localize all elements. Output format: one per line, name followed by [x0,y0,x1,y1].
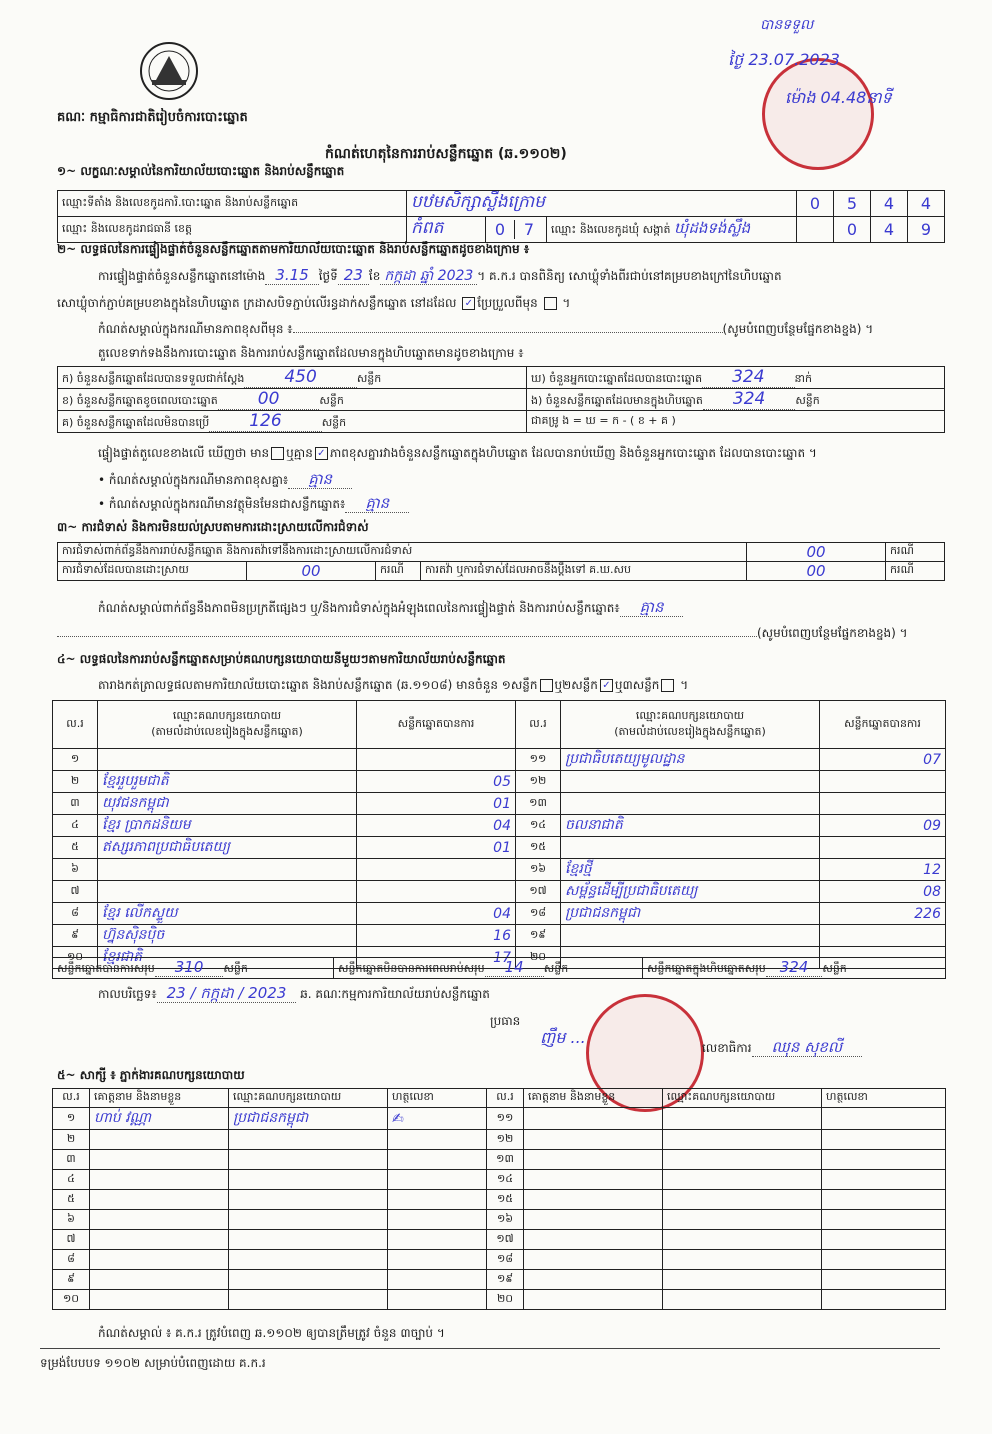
witness-sig [822,1230,946,1250]
witness-sig [822,1290,946,1310]
witness-sig [388,1230,487,1250]
row-number: ១ [53,1108,90,1130]
secretary-line: លេខាធិការ ឈុន សុខលី [702,1040,862,1056]
vote-count: 08 [820,881,946,903]
vote-count: 12 [820,859,946,881]
vote-count [820,793,946,815]
note-diff-line: កំណត់សម្គាល់ក្នុងករណីមានភាពខុសពីមុន ៖ (សូមបំពេញបន្ថែមផ្នែកខាងខ្នង) ។ [98,322,874,336]
vote-count: 01 [357,837,516,859]
table-row [53,1108,946,1130]
witness-sig [822,1150,946,1170]
witness-party [663,1290,822,1310]
code-digit: 4 [908,191,945,217]
party-name [98,749,357,771]
witness-name [90,1210,229,1230]
party-name: ប្រជាធិបតេយ្យមូលដ្ឋាន [561,749,820,771]
witness-sig [822,1170,946,1190]
witness-party [663,1250,822,1270]
note-discrepancy: • កំណត់សម្គាល់ក្នុងករណីមានភាពខុសគ្នា៖ គ្មាន [98,472,948,488]
party-name [98,859,357,881]
witness-party [663,1190,822,1210]
witness-sig [388,1130,487,1150]
voters-count: 324 [702,367,794,388]
commune-digit: 9 [908,217,945,243]
vote-count [820,837,946,859]
witness-party [229,1210,388,1230]
unused-ballots: 126 [209,411,321,432]
row-number: ១១ [487,1108,524,1130]
row-number: ៨ [53,903,98,925]
official-seal-stamp [762,58,874,170]
party-name: ខ្មែរថ្មី [561,859,820,881]
witness-name [524,1270,663,1290]
section2-title: ២~ លទ្ធផលនៃការផ្ទៀងផ្ទាត់ចំនួនសន្លឹកឆ្នោតតាមការិយាល័យបោះឆ្នោត និងរាប់សន្លឹកឆ្នោតដូចខាងក្រោម ៖ [57,242,530,256]
row-number: ១៣ [516,793,561,815]
witness-table: ល.រ គោត្តនាម និងនាមខ្លួន ឈ្មោះគណបក្សនយោបាយ ហត្ថលេខា ល.រ គោត្តនាម និងនាមខ្លួន ឈ្មោះគណបក្សនយោបាយ ហត្ថលេខា ១ ហាប់ វណ្ណា ប្រជាជនកម្ពុជា ✍ ១១ ២ ១២ ៣ ១៣ ៤ ១៤ ៥ ១៥ ៦ ១៦ ៧ ១៧ ៨ ១៨ ៩ ១៩ ១០ ២០ [52,1088,946,1310]
same-checkbox: ✓ [462,297,475,310]
witness-party [229,1250,388,1270]
row-number: ១៧ [487,1230,524,1250]
row-number: ១០ [53,947,98,969]
row-number: ១៤ [487,1170,524,1190]
table-row [53,1230,946,1250]
vote-count [357,859,516,881]
row-number: ៧ [53,881,98,903]
vote-count: 04 [357,903,516,925]
vote-count: 04 [357,815,516,837]
row-number: ៨ [53,1250,90,1270]
vote-count: 05 [357,771,516,793]
irregularity-note: កំណត់សម្គាល់ពាក់ព័ន្ធនឹងភាពមិនប្រក្រតីផ្សេងៗ ឬ/និងការជំទាស់ក្នុងអំឡុងពេលនៃការផ្ទៀងផ្ទាត់ និងការរាប់សន្លឹកឆ្នោត៖ គ្មាន [98,600,948,616]
received-time: ម៉ោង 04.48នាទី [785,88,892,107]
party-name: យុវជនកម្ពុជា [98,793,357,815]
witness-party [663,1108,822,1130]
code-digit: 4 [871,191,908,217]
date-line: កាលបរិច្ឆេទ៖ 23 / កក្កដា / 2023 ឆ. គណៈកម្មការការិយាល័យរាប់សន្លឹកឆ្នោត [98,984,490,1002]
witness-name: ហាប់ វណ្ណា [90,1108,229,1130]
table-row [53,859,946,881]
code-digit: 5 [834,191,871,217]
results-table: ល.រ ឈ្មោះគណបក្សនយោបាយ (តាមលំដាប់លេខរៀងក្នុងសន្លឹកឆ្នោត) សន្លឹកឆ្នោតបានការ ល.រ ឈ្មោះគណបក្សនយោបាយ (តាមលំដាប់លេខរៀងក្នុងសន្លឹកឆ្នោត) សន្លឹកឆ្នោតបានការ ១ ១១ ប្រជាធិបតេយ្យមូលដ្ឋាន 07 ២ ខ្មែររួបរួមជាតិ 05 ១២ ៣ យុវជនកម្ពុជា 01 ១៣ ៤ ខ្មែរ ប្រាកដនិយម 04 ១៤ ចលនាជាតិ 09 ៥ ឥស្សរភាពប្រជាធិបតេយ្យ 01 ១៥ ៦ ១៦ ខ្មែរថ្មី 12 ៧ ១៧ សម្ព័ន្ធដើម្បីប្រជាធិបតេយ្យ 08 ៨ ខ្មែរ លើកស្ទួយ 04 ១៨ ប្រជាជនកម្ពុជា 226 ៩ ហ្វ៊ុនស៊ិនប៉ិច 16 ១៩ ១០ ខ្មែរ​ជាតិ 17 ២០ [52,700,946,969]
province-digit: 0 [486,220,515,239]
table-row [53,749,946,771]
witness-name [524,1230,663,1250]
irregularity-note-2: (សូមបំពេញបន្ថែមផ្នែកខាងខ្នង) ។ [57,626,947,641]
vote-count: 09 [820,815,946,837]
witness-party [663,1150,822,1170]
witness-party [229,1190,388,1210]
changed-checkbox [544,297,557,310]
row-number: ១៨ [487,1250,524,1270]
party-name: ខ្មែររួបរួមជាតិ [98,771,357,793]
section1-title: ១~ លក្ខណៈសម្គាល់នៃការិយាល័យបោះឆ្នោត និងរាប់សន្លឹកឆ្នោត [57,164,345,178]
party-name: ខ្មែរ​ជាតិ [98,947,357,969]
party-name: សម្ព័ន្ធដើម្បីប្រជាធិបតេយ្យ [561,881,820,903]
row-number: ៣ [53,1150,90,1170]
party-name: ចលនាជាតិ [561,815,820,837]
vote-count: 07 [820,749,946,771]
formula: ជាគម្រូ ង = ឃ = ក - ( ខ + គ ) [527,411,945,433]
commune-label: ឈ្មោះ និងលេខកូដឃុំ សង្កាត់ [551,222,671,236]
witness-sig [822,1270,946,1290]
objections-table: ការជំទាស់ពាក់ព័ន្ធនឹងការរាប់សន្លឹកឆ្នោត និងការតវ៉ាទៅនឹងការដោះស្រាយលើការជំទាស់ 00 ករណី ការជំទាស់ដែលបានដោះស្រាយ 00 ករណី ការតវ៉ា ឬការជំទាស់ដែលអាចនឹងប្តឹងទៅ គ.ឃ.សប 00 ករណី [57,542,945,581]
witness-name [524,1130,663,1150]
row-number: ៥ [53,1190,90,1210]
row-number: ១ [53,749,98,771]
row-number: ២ [53,771,98,793]
witness-sig [388,1150,487,1170]
witness-sig [822,1190,946,1210]
row-number: ១២ [516,771,561,793]
vote-count [820,925,946,947]
row-number: ១៩ [516,925,561,947]
section3-title: ៣~ ការជំទាស់ និងការមិនយល់ស្របតាមការដោះស្រាយលើការជំទាស់ [57,520,369,534]
total-valid: 310 [155,958,224,977]
ballots-in-box: 324 [703,389,795,410]
witness-sig [388,1270,487,1290]
nec-logo [138,40,200,102]
table-row [53,1130,946,1150]
witness-party [229,1230,388,1250]
footer-note: កំណត់សម្គាល់ ៖ គ.ក.រ ត្រូវបំពេញ ឆ.១១០២ ឲ្យបានត្រឹមត្រូវ ចំនួន ៣ច្បាប់ ។ [98,1326,445,1340]
spoiled-ballots: 00 [218,389,320,410]
vote-count: 16 [357,925,516,947]
witness-sig [388,1210,487,1230]
witness-name [90,1170,229,1190]
table-row [53,1190,946,1210]
commune-value: ឃុំដងទង់ស្លឹង [674,218,751,237]
section4-title: ៤~ លទ្ធផលនៃការរាប់សន្លឹកឆ្នោតសម្រាប់គណបក្សនយោបាយនីមួយៗតាមការិយាល័យរាប់សន្លឹកឆ្នោត [57,652,506,666]
lock-line: សោឃ្លុំចាក់ភ្ជាប់គម្របខាងក្នុងនៃហិបឆ្នោត ក្រដាសបិទភ្ជាប់លើរន្ធដាក់សន្លឹកឆ្នោត នៅដដែល ✓ ប្រែប្រួលពីមុន ។ [57,296,571,310]
row-number: ១៣ [487,1150,524,1170]
vote-count: 17 [357,947,516,969]
witness-party [229,1270,388,1290]
total-invalid: 14 [485,958,544,977]
witness-name [90,1150,229,1170]
party-name [98,881,357,903]
table-row [53,1210,946,1230]
sheets-line: តារាងកត់ត្រាលទ្ធផលតាមការិយាល័យបោះឆ្នោត និងរាប់សន្លឹកឆ្នោត (ឆ.១១០៨) មានចំនួន ១សន្លឹក ឬ២សន្លឹក ✓ ឬ៣សន្លឹក ។ [98,678,689,692]
row-number: ៤ [53,1170,90,1190]
table-row [53,881,946,903]
row-number: ២ [53,1130,90,1150]
note-foreign-object: • កំណត់សម្គាល់ក្នុងករណីមានវត្ថុមិនមែនជាសន្លឹកឆ្នោត៖ គ្មាន [98,496,948,512]
commune-digit: 0 [834,217,871,243]
party-name: ប្រជាជនកម្ពុជា [561,903,820,925]
row-number: ៧ [53,1230,90,1250]
row-number: ១៨ [516,903,561,925]
signing-date: 23 / កក្កដា / 2023 [157,984,297,1003]
witness-sig [822,1210,946,1230]
table-row [53,815,946,837]
row-number: ១៧ [516,881,561,903]
vote-count: 226 [820,903,946,925]
table-row [53,1290,946,1310]
witness-name [90,1130,229,1150]
table-row [53,1150,946,1170]
table-row [53,771,946,793]
location-value: បឋមសិក្សាស្លឹងក្រោម [407,191,797,217]
row-number: ១៩ [487,1270,524,1290]
table-row [53,1170,946,1190]
objections-count: 00 [747,543,886,562]
witness-party [229,1170,388,1190]
row-number: ១៦ [487,1210,524,1230]
witness-party [229,1130,388,1150]
row-number: ១៤ [516,815,561,837]
total-box: 324 [766,958,823,977]
figures-table: ក) ចំនួនសន្លឹកឆ្នោតដែលបានទទួលជាក់ស្តែង 450 សន្លឹក ឃ) ចំនួនអ្នកបោះឆ្នោតដែលបានបោះឆ្នោត 324 នាក់ ខ) ចំនួនសន្លឹកឆ្នោតខូចពេលបោះឆ្នោត 00 សន្លឹក ង) ចំនួនសន្លឹកឆ្នោតដែលមានក្នុងហិបឆ្នោត 324 សន្លឹក គ) ចំនួនសន្លឹកឆ្នោតដែលមិនបានប្រើ 126 សន្លឹក ជាគម្រូ ង = ឃ = ក - ( ខ + គ ) [57,366,945,433]
witness-name [90,1290,229,1310]
party-name: ខ្មែរ ប្រាកដនិយម [98,815,357,837]
appeal-count: 00 [747,562,886,581]
verify-line: ការផ្ទៀងផ្ទាត់ចំនួនសន្លឹកឆ្នោតនៅម៉ោង 3.15 ថ្ងៃទី 23 ខែ កក្កដា ឆ្នាំ 2023 ។ គ.ក.រ បានពិនិត្យ សោឃ្លុំទាំងពីរជាប់នៅគម្របខាងក្រៅនៃហិបឆ្នោត [98,266,782,284]
org-name: គណៈ កម្មាធិការជាតិរៀបចំការបោះឆ្នោត [57,110,248,125]
witness-name [90,1190,229,1210]
section1-table [57,190,945,243]
witness-name [524,1170,663,1190]
row-number: ១២ [487,1130,524,1150]
code-digit: 0 [797,191,834,217]
party-name [561,837,820,859]
party-name [561,925,820,947]
witness-sig [822,1250,946,1270]
form-title: កំណត់ហេតុនៃការរាប់សន្លឹកឆ្នោត (ឆ.១១០២) [325,146,567,162]
row-number: ៥ [53,837,98,859]
figures-intro: តួលេខទាក់ទងនឹងការបោះឆ្នោត និងការរាប់សន្លឹកឆ្នោតដែលមានក្នុងហិបឆ្នោតមានដូចខាងក្រោម ៖ [98,346,524,360]
row-number: ១៥ [516,837,561,859]
witness-name [524,1210,663,1230]
witness-name [524,1250,663,1270]
witness-sig [388,1250,487,1270]
witness-sig [388,1170,487,1190]
party-name [561,771,820,793]
table-row [53,837,946,859]
province-label: ឈ្មោះ និងលេខកូដរាជធានី ខេត្ត [58,217,407,243]
table-row [53,925,946,947]
row-number: ២០ [516,947,561,969]
totals-row: សន្លឹកឆ្នោតបានការសរុប 310 សន្លឹក សន្លឹកឆ្នោតមិនបានការពេលរាប់សរុប 14 សន្លឹក សន្លឹកឆ្នោតក្នុងហិបឆ្នោតសរុប 324 សន្លឹក [52,957,946,979]
received-label: បានទទួល [760,17,814,33]
witness-name [90,1230,229,1250]
witness-name [90,1270,229,1290]
received-ballots: 450 [244,367,356,388]
resolved-count: 00 [247,562,376,581]
witness-party: ប្រជាជនកម្ពុជា [229,1108,388,1130]
commune-digit: 4 [871,217,908,243]
witness-party [663,1170,822,1190]
row-number: ២០ [487,1290,524,1310]
party-name: ហ្វ៊ុនស៊ិនប៉ិច [98,925,357,947]
row-number: ១៥ [487,1190,524,1210]
witness-party [229,1290,388,1310]
vote-count [357,881,516,903]
witness-sig: ✍ [388,1108,487,1130]
witness-sig [388,1290,487,1310]
witness-name [524,1190,663,1210]
witness-name [524,1290,663,1310]
row-number: ១១ [516,749,561,771]
vote-count [820,771,946,793]
witness-sig [388,1190,487,1210]
row-number: ១០ [53,1290,90,1310]
discrepancy-line: ផ្ទៀងផ្ទាត់តួលេខខាងលើ ឃើញថា មាន ឬគ្មាន ✓ ភាពខុសគ្នារវាងចំនួនសន្លឹកឆ្នោតក្នុងហិបឆ្នោត ដែលបានរាប់ឃើញ និងចំនួនអ្នកបោះឆ្នោត ដែលបានបោះឆ្នោត ។ [98,446,817,460]
witness-name [90,1250,229,1270]
table-row [53,1270,946,1290]
row-number: ៩ [53,1270,90,1290]
witness-party [663,1270,822,1290]
witness-party [663,1230,822,1250]
chair-label: ប្រធាន [490,1014,521,1028]
section5-title: ៥~ សាក្សី ៖ ភ្នាក់ងារគណបក្សនយោបាយ [57,1068,245,1082]
party-name: ឥស្សរភាពប្រជាធិបតេយ្យ [98,837,357,859]
row-number: ៣ [53,793,98,815]
witness-party [229,1150,388,1170]
table-row [53,903,946,925]
received-date: ថ្ងៃ 23.07.2023 [728,50,840,69]
witness-sig [822,1130,946,1150]
province-digit: 7 [523,220,535,239]
witness-party [663,1130,822,1150]
row-number: ១៦ [516,859,561,881]
row-number: ៦ [53,859,98,881]
chair-signature: ញឹម ... [540,1028,586,1047]
witness-sig [822,1108,946,1130]
table-row [53,793,946,815]
form-footer: ទម្រង់បែបបទ ១១០២ សម្រាប់បំពេញដោយ គ.ក.រ [40,1356,266,1370]
witness-party [663,1210,822,1230]
location-label: ឈ្មោះទីតាំង និងលេខកូដការិ.បោះឆ្នោត និងរាប់សន្លឹកឆ្នោត [58,191,407,217]
vote-count: 01 [357,793,516,815]
table-row [53,1250,946,1270]
witness-name [524,1108,663,1130]
witness-name [524,1150,663,1170]
party-name: ខ្មែរ លើកស្ទួយ [98,903,357,925]
row-number: ៦ [53,1210,90,1230]
row-number: ៩ [53,925,98,947]
row-number: ៤ [53,815,98,837]
vote-count [357,749,516,771]
province-value: កំពត [407,217,486,243]
party-name [561,793,820,815]
